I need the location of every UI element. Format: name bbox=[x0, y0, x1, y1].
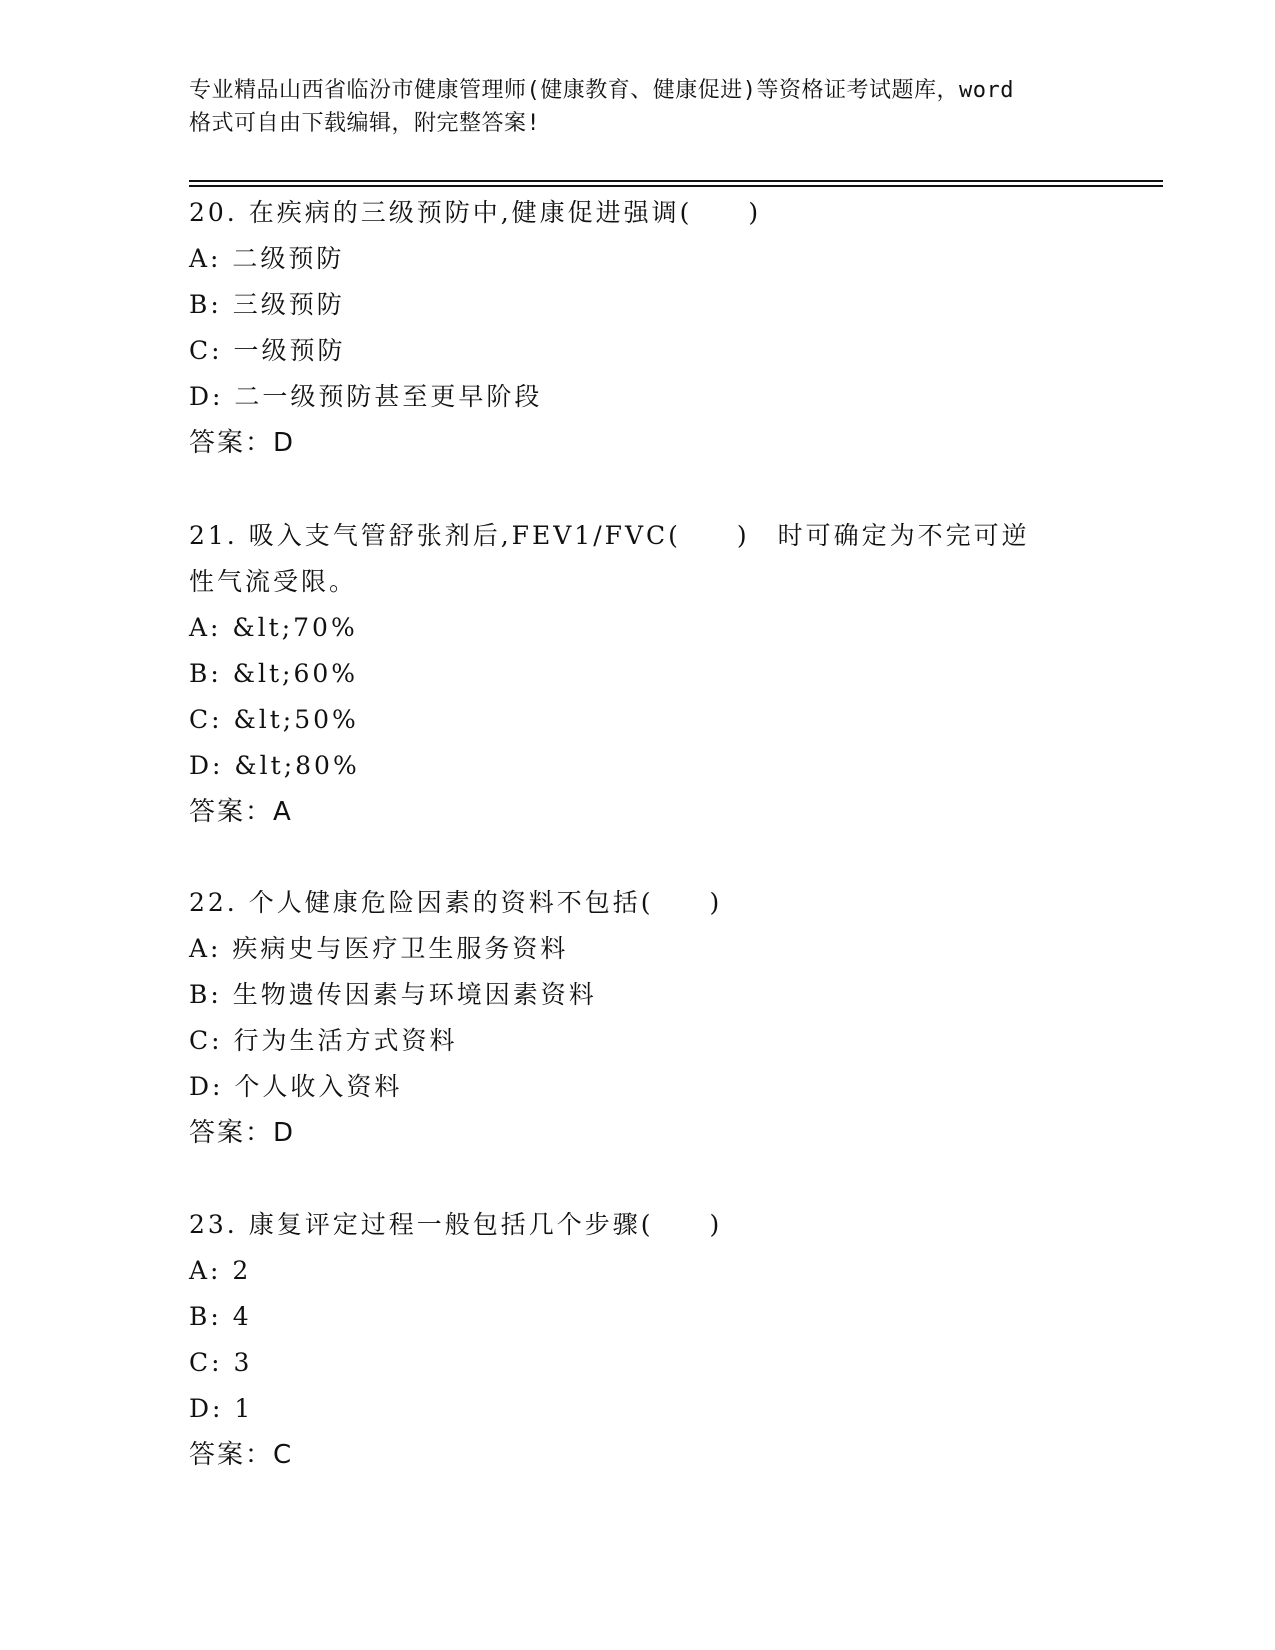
option-a: A: &lt;70% bbox=[189, 613, 358, 642]
option-d: D: 1 bbox=[189, 1394, 254, 1423]
answer-line: 答案：D bbox=[189, 1118, 296, 1148]
option-a: A: 疾病史与医疗卫生服务资料 bbox=[189, 934, 569, 963]
header-divider-top bbox=[189, 180, 1163, 182]
question-stem: 23. 康复评定过程一般包括几个步骤( ) bbox=[189, 1210, 723, 1239]
question-22 bbox=[189, 880, 1089, 1156]
option-d: D: 个人收入资料 bbox=[189, 1072, 403, 1101]
option-b: B: &lt;60% bbox=[189, 659, 359, 688]
option-d: D: 二一级预防甚至更早阶段 bbox=[189, 382, 543, 411]
question-23 bbox=[189, 1202, 1089, 1478]
document-header bbox=[189, 74, 1089, 140]
option-a: A: 二级预防 bbox=[189, 244, 345, 273]
question-stem: 20. 在疾病的三级预防中,健康促进强调( ) bbox=[189, 198, 762, 227]
option-b: B: 生物遗传因素与环境因素资料 bbox=[189, 980, 597, 1009]
question-20 bbox=[189, 190, 1089, 466]
header-line-1: 专业精品山西省临汾市健康管理师(健康教育、健康促进)等资格证考试题库，word bbox=[189, 78, 1014, 103]
header-divider-bottom bbox=[189, 185, 1163, 187]
question-stem: 21. 吸入支气管舒张剂后,FEV1/FVC( ) 时可确定为不完可逆性气流受限。 bbox=[189, 521, 1030, 596]
option-b: B: 4 bbox=[189, 1302, 252, 1331]
option-c: C: 行为生活方式资料 bbox=[189, 1026, 458, 1055]
question-stem: 22. 个人健康危险因素的资料不包括( ) bbox=[189, 888, 723, 917]
option-b: B: 三级预防 bbox=[189, 290, 345, 319]
header-line-2: 格式可自由下载编辑，附完整答案! bbox=[189, 111, 541, 136]
answer-line: 答案：A bbox=[189, 797, 293, 827]
option-c: C: &lt;50% bbox=[189, 705, 359, 734]
option-d: D: &lt;80% bbox=[189, 751, 360, 780]
option-c: C: 一级预防 bbox=[189, 336, 346, 365]
answer-line: 答案：D bbox=[189, 428, 296, 458]
answer-line: 答案：C bbox=[189, 1440, 294, 1470]
question-21 bbox=[189, 513, 1089, 835]
option-c: C: 3 bbox=[189, 1348, 253, 1377]
option-a: A: 2 bbox=[189, 1256, 252, 1285]
